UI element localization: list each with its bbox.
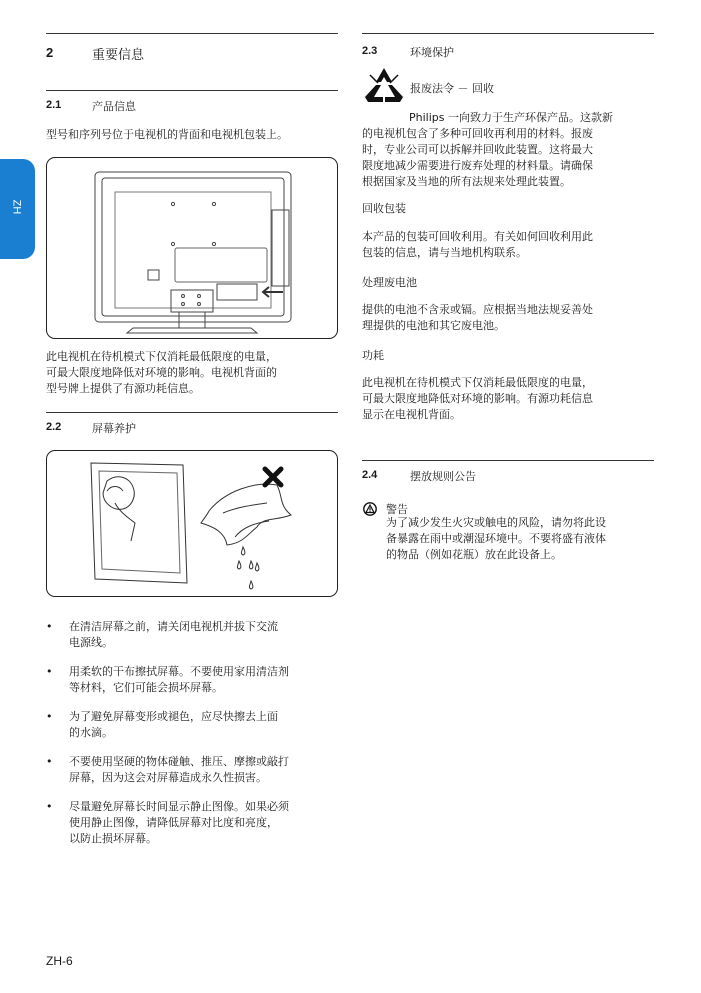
tv-rear-drawing <box>47 158 337 338</box>
screen-care-drawing <box>47 451 337 596</box>
text-line: 的电视机包含了多种可回收再利用的材料。报废 <box>362 127 593 140</box>
section-title: 产品信息 <box>92 100 136 113</box>
section-title: 屏幕养护 <box>92 422 136 435</box>
text-line: 型号牌上提供了有源功耗信息。 <box>46 382 200 395</box>
screen-care-illustration <box>46 450 338 597</box>
text-line: 此电视机在待机模式下仅消耗最低限度的电量， <box>46 350 277 363</box>
text-line: 本产品的包装可回收利用。有关如何回收利用此 <box>362 230 593 243</box>
subheading: 处理废电池 <box>362 276 417 289</box>
text-line: 等材料，它们可能会损坏屏幕。 <box>69 681 223 694</box>
text-line: 理提供的电池和其它废电池。 <box>362 319 505 332</box>
text-line: 可最大限度地降低对环境的影响。电视机背面的 <box>46 366 277 379</box>
packaging-paragraph <box>362 229 662 261</box>
text-line: 限度地减少需要进行废弃处理的材料量。请确保 <box>362 159 593 172</box>
divider <box>46 90 338 91</box>
text-line: 屏幕，因为这会对屏幕造成永久性损害。 <box>69 771 267 784</box>
subheading: 功耗 <box>362 349 384 362</box>
section-title: 环境保护 <box>410 46 454 59</box>
text-line: 以防止损坏屏幕。 <box>69 832 157 845</box>
text-line: 提供的电池不含汞或镉。应根据当地法规妥善处 <box>362 303 593 316</box>
language-tab <box>0 159 35 259</box>
section-number: 2.2 <box>46 421 62 433</box>
text-line: 包装的信息，请与当地机构联系。 <box>362 246 527 259</box>
section-number: 2 <box>46 45 54 60</box>
model-location-text: 型号和序列号位于电视机的背面和电视机包装上。 <box>46 128 288 141</box>
divider <box>362 460 654 461</box>
list-item <box>46 754 346 786</box>
prohibited-x-icon <box>265 469 281 485</box>
text-line: 为了避免屏幕变形或褪色，应尽快擦去上面 <box>69 710 278 723</box>
divider <box>46 412 338 413</box>
text-line: 此电视机在待机模式下仅消耗最低限度的电量， <box>362 376 593 389</box>
power-paragraph <box>362 375 662 423</box>
section-title: 摆放规则公告 <box>410 470 476 483</box>
text-line: 显示在电视机背面。 <box>362 408 461 421</box>
section-number: 2.4 <box>362 469 378 481</box>
bullet-marker: • <box>46 755 53 768</box>
divider <box>362 33 654 34</box>
text-line: 在清洁屏幕之前，请关闭电视机并拔下交流 <box>69 620 278 633</box>
battery-paragraph <box>362 302 662 334</box>
text-line: 尽量避免屏幕长时间显示静止图像。如果必须 <box>69 800 289 813</box>
standby-caption <box>46 349 346 397</box>
divider <box>46 33 338 34</box>
bullet-marker: • <box>46 620 53 633</box>
text-line: 时，专业公司可以拆解并回收此装置。这将最大 <box>362 143 593 156</box>
environment-paragraph <box>362 110 662 190</box>
list-item <box>46 709 346 741</box>
list-item <box>46 664 346 696</box>
text-line: 的水滴。 <box>69 726 113 739</box>
recycle-icon <box>362 65 406 107</box>
bullet-marker: • <box>46 710 53 723</box>
bullet-marker: • <box>46 665 53 678</box>
recycling-directive: 报废法令 － 回收 <box>410 82 494 95</box>
text-line: 电源线。 <box>69 636 113 649</box>
text-line: 备暴露在雨中或潮湿环境中。不要将盛有液体 <box>386 532 606 545</box>
list-item <box>46 799 346 847</box>
text-line: 的物品（例如花瓶）放在此设备上。 <box>386 548 562 561</box>
text-line: 根据国家及当地的所有法规来处理此装置。 <box>362 175 571 188</box>
text-line: 不要使用坚硬的物体碰触、推压、摩擦或敲打 <box>69 755 289 768</box>
section-number: 2.1 <box>46 99 62 111</box>
subheading: 回收包装 <box>362 202 406 215</box>
bullet-marker: • <box>46 800 53 813</box>
language-tab-label: ZH <box>10 199 23 215</box>
section-number: 2.3 <box>362 45 378 57</box>
warning-icon <box>363 501 377 515</box>
text-line: 使用静止图像，请降低屏幕对比度和亮度， <box>69 816 278 829</box>
page-number: ZH-6 <box>46 954 73 968</box>
text-line: Philips 一向致力于生产环保产品。这款新 <box>409 111 613 124</box>
list-item <box>46 619 346 651</box>
warning-text <box>386 515 666 563</box>
warning-label: 警告 <box>386 503 408 516</box>
screen-care-list <box>46 619 346 860</box>
tv-rear-illustration <box>46 157 338 339</box>
text-line: 可最大限度地降低对环境的影响。有源功耗信息 <box>362 392 593 405</box>
section-title: 重要信息 <box>92 48 145 63</box>
text-line: 用柔软的干布擦拭屏幕。不要使用家用清洁剂 <box>69 665 289 678</box>
text-line: 为了减少发生火灾或触电的风险，请勿将此设 <box>386 516 606 529</box>
